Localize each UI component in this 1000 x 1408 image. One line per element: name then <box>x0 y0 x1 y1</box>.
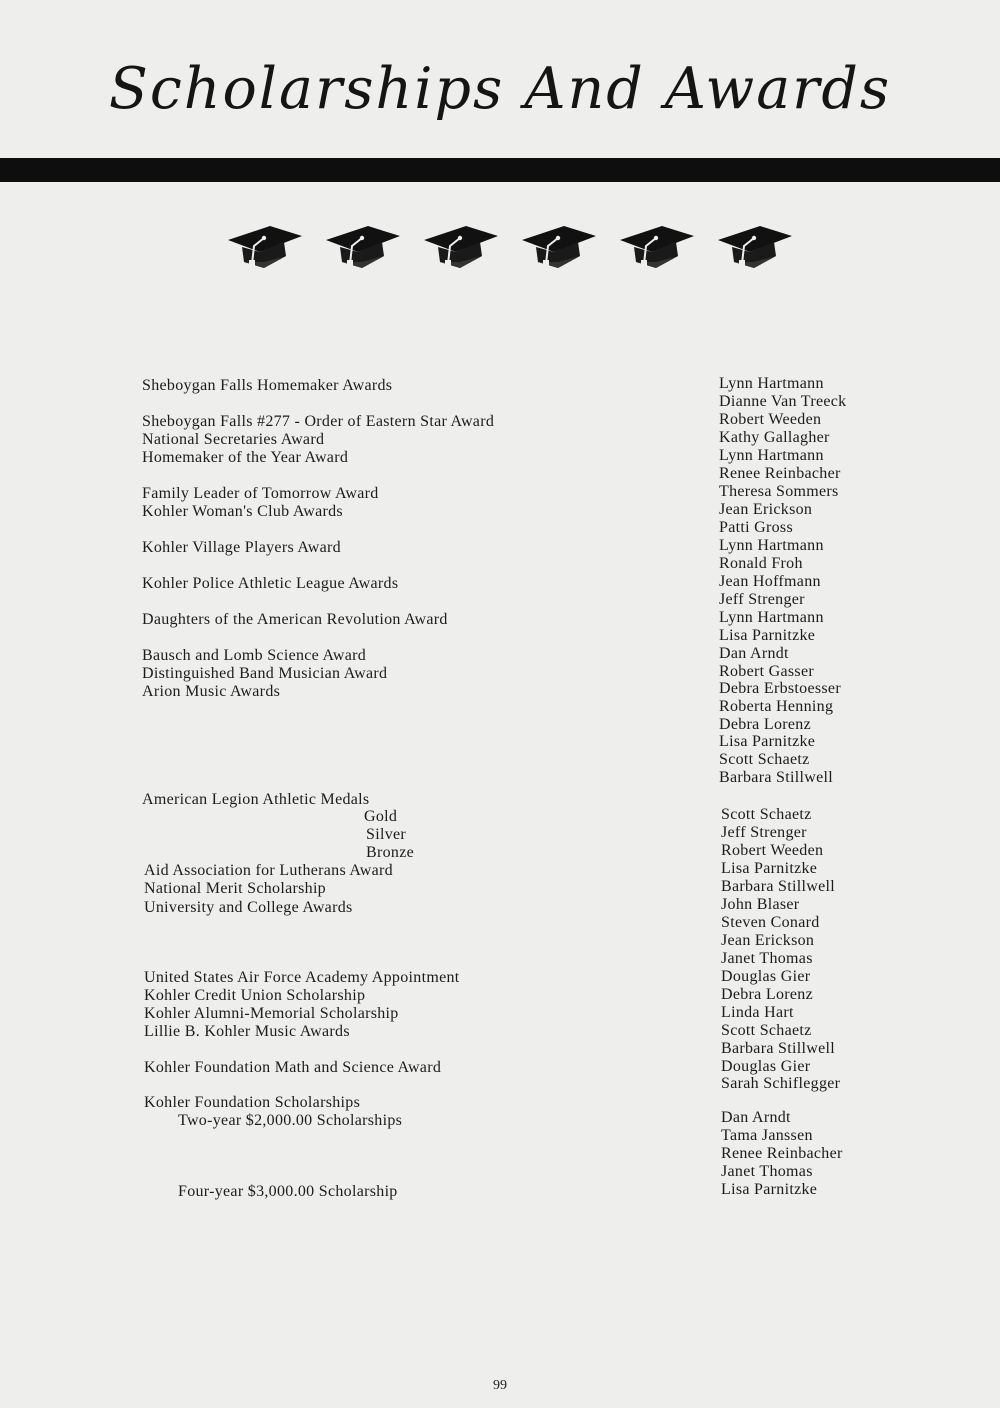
recipient-name: Renee Reinbacher <box>721 1145 843 1162</box>
graduation-cap-icon <box>518 216 598 272</box>
recipient-name: Lynn Hartmann <box>719 375 824 392</box>
recipient-name: Patti Gross <box>719 519 793 536</box>
recipient-name: Lisa Parnitzke <box>719 733 816 750</box>
recipient-name: Ronald Froh <box>719 555 803 572</box>
recipient-name: Kathy Gallagher <box>719 429 830 446</box>
title-divider-bar <box>0 158 1000 182</box>
recipient-name: Lisa Parnitzke <box>721 1181 818 1198</box>
recipient-name: Douglas Gier <box>721 1058 811 1075</box>
page-number: 99 <box>493 1378 507 1393</box>
award-name: Aid Association for Lutherans Award <box>144 862 393 879</box>
award-name: Kohler Alumni-Memorial Scholarship <box>144 1005 399 1022</box>
graduation-caps-row <box>224 216 794 276</box>
recipient-name: Barbara Stillwell <box>721 1040 835 1057</box>
recipient-name: John Blaser <box>721 896 800 913</box>
award-name: Kohler Woman's Club Awards <box>142 503 343 520</box>
recipient-name: Sarah Schiflegger <box>721 1075 841 1092</box>
award-name: American Legion Athletic Medals <box>142 791 370 808</box>
award-name: National Secretaries Award <box>142 431 325 448</box>
award-name: Sheboygan Falls #277 - Order of Eastern Star Award <box>142 413 495 430</box>
recipient-name: Lisa Parnitzke <box>719 627 816 644</box>
award-name: Kohler Police Athletic League Awards <box>142 575 399 592</box>
recipient-name: Jean Erickson <box>721 932 815 949</box>
recipient-name: Robert Gasser <box>719 663 814 680</box>
award-name: Kohler Foundation Scholarships <box>144 1094 361 1111</box>
recipient-name: Douglas Gier <box>721 968 811 985</box>
recipient-name: Debra Lorenz <box>719 716 811 733</box>
recipient-name: Scott Schaetz <box>719 751 810 768</box>
award-name: United States Air Force Academy Appointment <box>144 969 460 986</box>
recipient-name: Lisa Parnitzke <box>721 860 818 877</box>
award-name: Distinguished Band Musician Award <box>142 665 388 682</box>
recipient-name: Linda Hart <box>721 1004 794 1021</box>
recipient-name: Dianne Van Treeck <box>719 393 847 410</box>
graduation-cap-icon <box>322 216 402 272</box>
award-name: National Merit Scholarship <box>144 880 326 897</box>
recipient-name: Scott Schaetz <box>721 806 812 823</box>
award-name: Daughters of the American Revolution Award <box>142 611 448 628</box>
recipient-name: Dan Arndt <box>719 645 789 662</box>
award-name: Four-year $3,000.00 Scholarship <box>178 1183 398 1200</box>
award-name: Kohler Village Players Award <box>142 539 341 556</box>
graduation-cap-icon <box>616 216 696 272</box>
recipient-name: Steven Conard <box>721 914 820 931</box>
award-name: Arion Music Awards <box>142 683 281 700</box>
award-name: Bausch and Lomb Science Award <box>142 647 367 664</box>
award-name: Kohler Foundation Math and Science Award <box>144 1059 442 1076</box>
award-name: Lillie B. Kohler Music Awards <box>144 1023 350 1040</box>
award-name: Gold <box>364 808 398 825</box>
award-name: Two-year $2,000.00 Scholarships <box>178 1112 403 1129</box>
recipient-name: Tama Janssen <box>721 1127 813 1144</box>
recipient-name: Dan Arndt <box>721 1109 791 1126</box>
recipient-name: Jean Hoffmann <box>719 573 821 590</box>
recipient-name: Janet Thomas <box>721 1163 813 1180</box>
recipient-name: Debra Erbstoesser <box>719 680 841 697</box>
award-name: Bronze <box>366 844 415 861</box>
award-name: Homemaker of the Year Award <box>142 449 349 466</box>
recipient-name: Lynn Hartmann <box>719 447 824 464</box>
award-name: Kohler Credit Union Scholarship <box>144 987 366 1004</box>
award-name: Sheboygan Falls Homemaker Awards <box>142 377 393 394</box>
recipient-name: Lynn Hartmann <box>719 609 824 626</box>
graduation-cap-icon <box>714 216 794 272</box>
award-name: Family Leader of Tomorrow Award <box>142 485 379 502</box>
recipient-name: Robert Weeden <box>719 411 822 428</box>
award-name: University and College Awards <box>144 899 353 916</box>
award-name: Silver <box>366 826 407 843</box>
recipient-name: Jean Erickson <box>719 501 813 518</box>
recipient-name: Roberta Henning <box>719 698 834 715</box>
recipient-name: Renee Reinbacher <box>719 465 841 482</box>
recipient-name: Janet Thomas <box>721 950 813 967</box>
recipient-name: Jeff Strenger <box>719 591 805 608</box>
recipient-name: Barbara Stillwell <box>721 878 835 895</box>
recipient-name: Barbara Stillwell <box>719 769 833 786</box>
recipient-name: Scott Schaetz <box>721 1022 812 1039</box>
recipient-name: Lynn Hartmann <box>719 537 824 554</box>
recipient-name: Jeff Strenger <box>721 824 807 841</box>
page-title: Scholarships And Awards <box>108 56 892 122</box>
recipient-name: Debra Lorenz <box>721 986 813 1003</box>
graduation-cap-icon <box>420 216 500 272</box>
recipient-name: Robert Weeden <box>721 842 824 859</box>
recipient-name: Theresa Sommers <box>719 483 839 500</box>
graduation-cap-icon <box>224 216 304 272</box>
